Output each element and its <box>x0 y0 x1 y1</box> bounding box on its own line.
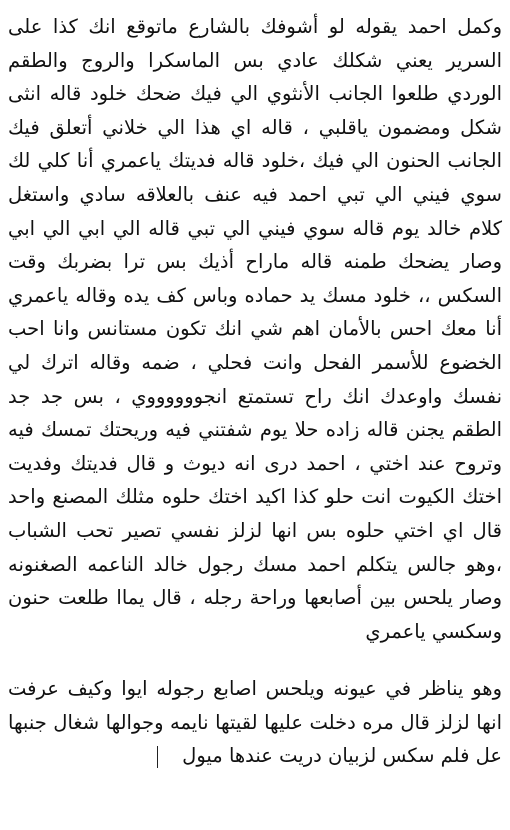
paragraph-2[interactable] <box>8 672 502 773</box>
paragraph-2-text: وهو يناظر في عيونه ويلحس اصابع رجوله ايوا وكيف عرفت انها لزلز قال مره دخلت عليها لقيتها نايمه وجوالها شغال جنبها عل فلم سكس لزبيان دريت عندها ميول <box>8 677 502 768</box>
paragraph-1: وكمل احمد يقوله لو أشوفك بالشارع ماتوقع انك كذا على السرير يعني شكلك عادي بس الماسكرا والروج والطقم الوردي طلعوا الجانب الأنثوي الي فيك ضحك خلود قاله انثى شكل ومضمون ياقلبي ، قاله اي هذا الي خلاني أتعلق فيك الجانب الحنون الي فيك ،خلود قاله فديتك ياعمري أنا كلي لك سوي فيني الي تبي احمد فيه عنف بالعلاقه سادي واستغل كلام خالد يوم قاله سوي فيني الي تبي قاله الي ابي الي ابي وصار يضحك طمنه قاله ماراح أذيك بس ترا بضربك وقت السكس ،، خلود مسك يد حماده وباس كف يده وقاله ياعمري أنا معك احس بالأمان اهم شي انك تكون مستانس وانا احب الخضوع للأسمر الفحل وانت فحلي ، ضمه وقاله اترك لي نفسك واوعدك انك راح تستمتع انجووووووي ، بس جد جد الطقم يجنن قاله زاده حلا يوم شفتني فيه وريحتك تمسك فيه وتروح عند اختي ، احمد درى انه ديوث و قال فديتك وفديت اختك الكيوت انت حلو كذا اكيد اختك حلوه مثلك المصنع واحد قال اي اختي حلوه بس انها لزلز نفسي تصير تحب الشباب ،وهو جالس يتكلم احمد مسك رجول خالد الناعمه الصغنونه وصار يلحس بين أصابعها وراحة رجله ، قال يماا طلعت حنون وسكسي ياعمري <box>8 15 502 643</box>
text-cursor <box>157 746 159 768</box>
